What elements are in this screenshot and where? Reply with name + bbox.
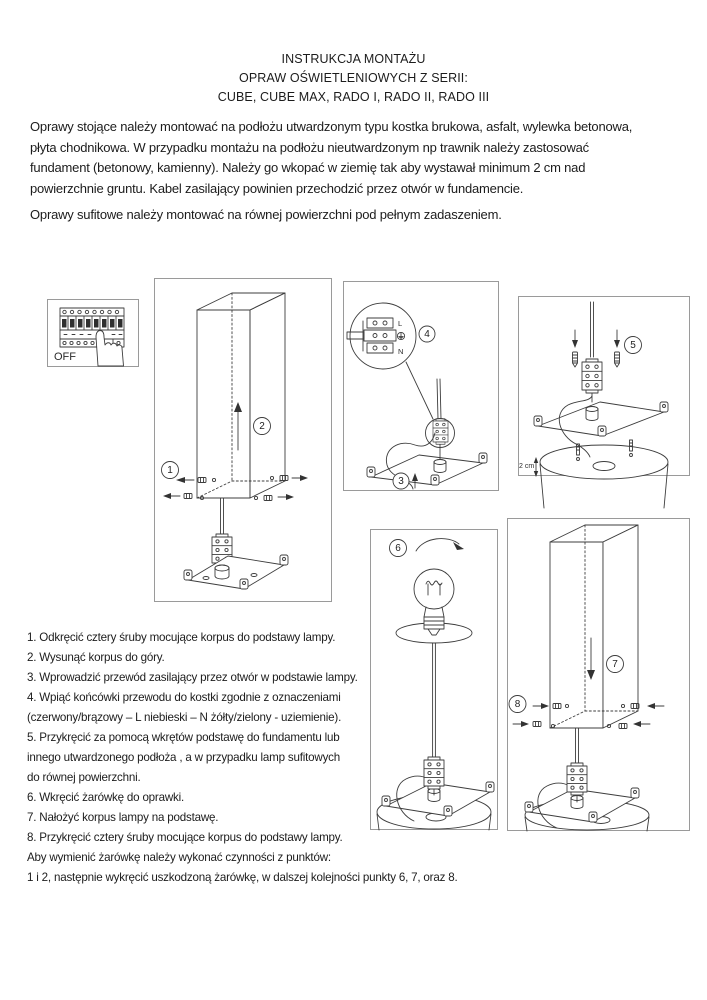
- paragraph-line: płyta chodnikowa. W przypadku montażu na podłożu nieutwardzonym np trawnik należy zastosować: [30, 139, 589, 155]
- intro-paragraph-ceiling: [30, 205, 502, 226]
- paragraph-line: fundament (betonowy, kamienny). Należy go wkopać w ziemię tak aby wystawał minimum 2 cm nad: [30, 160, 586, 175]
- instruction-line: innego utwardzonego podłoża , a w przypadku lamp sufitowych: [27, 751, 341, 764]
- step-1-badge: [162, 462, 179, 479]
- rotate-arrow: [416, 539, 464, 551]
- steps-3-4-art: [343, 281, 499, 493]
- instruction-line: 4. Wpiąć końcówki przewodu do kostki zgodnie z oznaczeniami: [27, 691, 341, 704]
- height-label-2cm: 2 cm: [519, 463, 535, 470]
- terminal-block: [582, 359, 602, 393]
- paragraph-line: powierzchnie gruntu. Kabel zasilający powinien przechodzić przez otwór w fundamencie.: [30, 180, 524, 196]
- instruction-line: 7. Nałożyć korpus lampy na podstawę.: [27, 811, 219, 824]
- svg-text:1: 1: [167, 465, 173, 476]
- steps-7-8-art: [507, 518, 690, 831]
- base-plate: [184, 555, 288, 589]
- magnifier-leader-line: [406, 362, 433, 419]
- step-3-badge: [393, 473, 409, 489]
- steps-1-2-art: [154, 278, 332, 602]
- svg-text:2: 2: [259, 421, 265, 432]
- step-2-badge: [254, 418, 271, 435]
- diagram-power-off: [47, 299, 139, 367]
- svg-text:4: 4: [424, 329, 430, 340]
- terminal-block: [433, 419, 448, 445]
- svg-text:8: 8: [514, 699, 521, 710]
- lamp-body-box: [550, 525, 638, 728]
- step-6-badge: [390, 540, 407, 557]
- support-rod: [221, 498, 224, 536]
- instructions-list: [27, 628, 457, 888]
- instruction-line: 2. Wysunąć korpus do góry.: [27, 651, 165, 664]
- page-title: [0, 50, 707, 107]
- step-8-badge: [509, 696, 526, 713]
- instruction-line: (czerwony/brązowy – L niebieski – N żółty/zielony - uziemienie).: [27, 711, 342, 724]
- diagram-steps-3-4: [343, 281, 499, 491]
- magnifier-detail: [347, 303, 416, 369]
- svg-text:7: 7: [612, 659, 618, 670]
- diagram-steps-1-2: [154, 278, 332, 602]
- instruction-line: 3. Wprowadzić przewód zasilający przez otwór w podstawie lampy.: [27, 671, 358, 684]
- lift-up-arrow: [234, 402, 242, 450]
- pointing-hand-icon: [96, 331, 124, 367]
- title-line-2: OPRAW OŚWIETLENIOWYCH Z SERII:: [239, 71, 468, 85]
- off-label: OFF: [54, 351, 76, 363]
- title-line-1: INSTRUKCJA MONTAŻU: [281, 52, 426, 66]
- step-5-badge: [625, 337, 642, 354]
- base-plate: [367, 444, 487, 485]
- paragraph-line: Oprawy stojące należy montować na podłożu utwardzonym typu kostka brukowa, asfalt, wylewka betonowa,: [30, 119, 633, 134]
- foundation: [540, 440, 668, 508]
- diagram-step-5: [518, 296, 690, 476]
- instruction-line: 1 i 2, następnie wykręcić uszkodzoną żarówkę, w dalszej kolejności punkty 6, 7, oraz 8.: [27, 871, 458, 884]
- svg-text:5: 5: [630, 340, 636, 351]
- breaker-strip-icon: [60, 308, 124, 347]
- step-5-art: [518, 296, 690, 511]
- instruction-line: Aby wymienić żarówkę należy wykonać czynności z punktów:: [27, 851, 331, 864]
- title-line-3: CUBE, CUBE MAX, RADO I, RADO II, RADO III: [217, 90, 490, 104]
- instruction-line: 6. Wkręcić żarówkę do oprawki.: [27, 791, 185, 804]
- paragraph-line: Oprawy sufitowe należy montować na równej powierzchni pod pełnym zadaszeniem.: [30, 207, 502, 222]
- power-cable: [437, 379, 441, 419]
- instruction-line: 1. Odkręcić cztery śruby mocujące korpus do podstawy lampy.: [27, 631, 336, 644]
- corner-screws: [163, 475, 308, 501]
- svg-text:6: 6: [395, 543, 401, 554]
- terminal-block: [567, 763, 587, 795]
- neutral-label: N: [398, 347, 404, 356]
- diagram-steps-7-8: [507, 518, 690, 831]
- height-dimension: [519, 457, 538, 477]
- line-label: L: [398, 319, 403, 328]
- intro-paragraph-standing: [30, 117, 632, 199]
- power-cable: [591, 302, 594, 357]
- instruction-line: 8. Przykręcić cztery śruby mocujące korpus do podstawy lampy.: [27, 831, 343, 844]
- instruction-line: 5. Przykręcić za pomocą wkrętów podstawę do fundamentu lub: [27, 731, 340, 744]
- svg-text:3: 3: [398, 476, 404, 487]
- instruction-line: do równej powierzchni.: [27, 771, 141, 784]
- lamp-body-box: [197, 293, 285, 498]
- base-plate: [534, 402, 668, 436]
- power-off-art: [47, 299, 139, 367]
- step-7-badge: [607, 656, 624, 673]
- step-4-badge: [419, 326, 435, 342]
